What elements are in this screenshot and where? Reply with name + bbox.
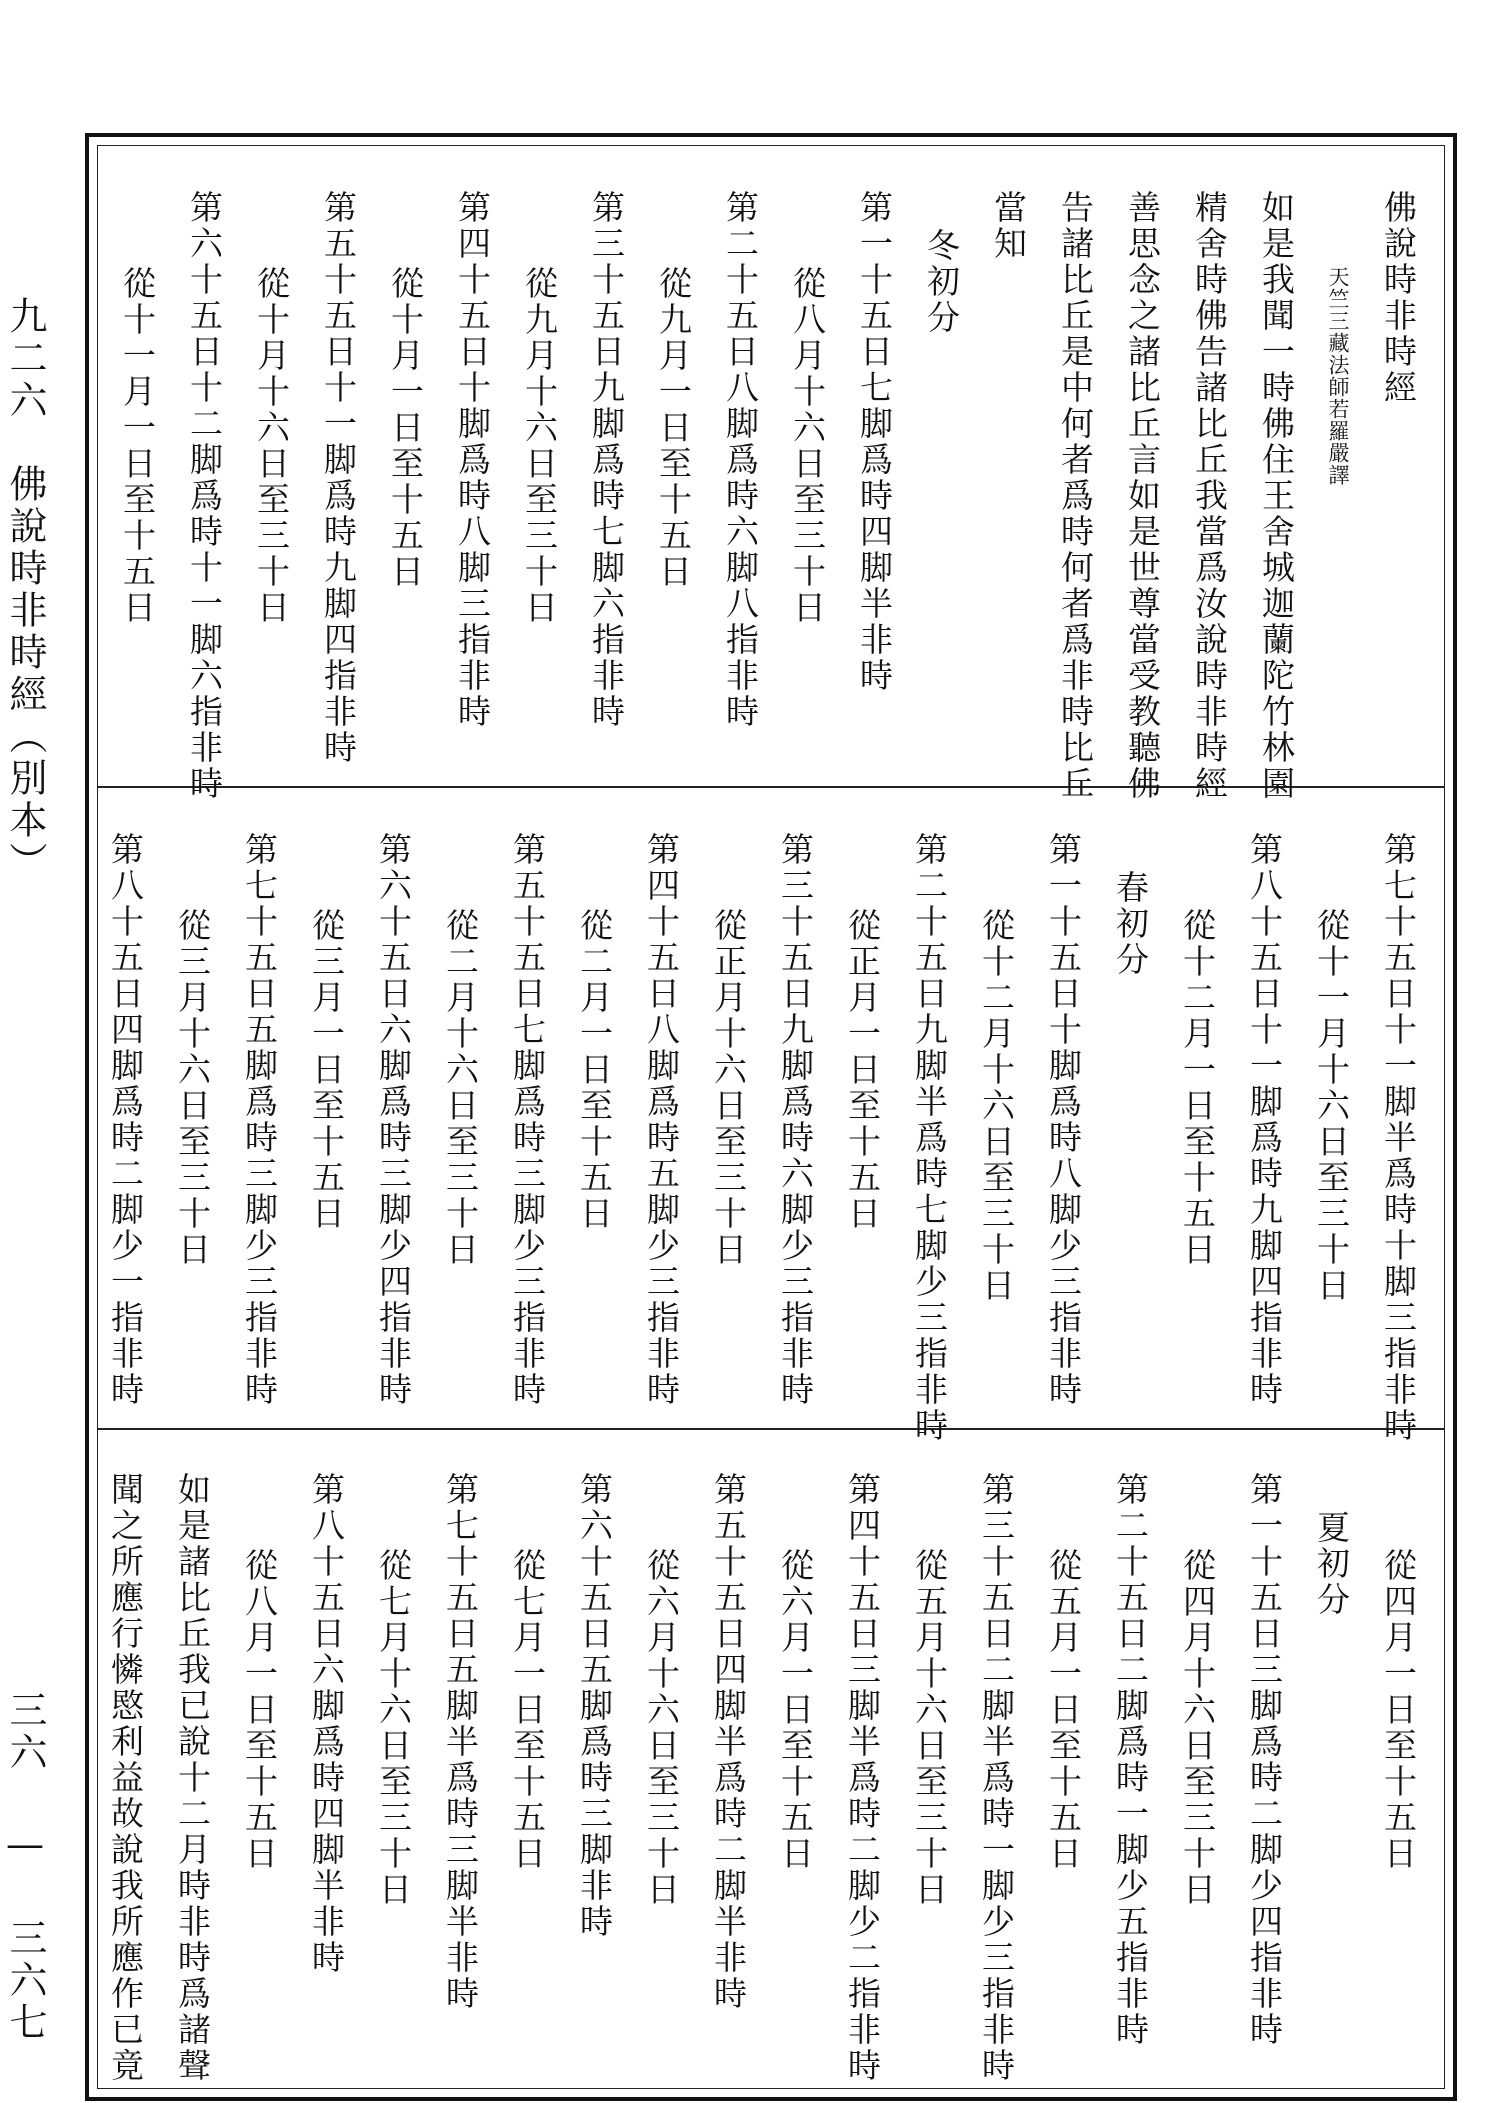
- period-rule: 第一十五日三脚爲時二脚少四指非時: [1245, 1472, 1284, 2048]
- period-rule: 第五十五日七脚爲時三脚少三指非時: [508, 832, 547, 1408]
- register-divider-2: [98, 1428, 1444, 1430]
- period-dates: 從三月一日至十五日: [307, 908, 346, 1232]
- period-dates: 從六月十六日至三十日: [642, 1548, 681, 1908]
- period-rule: 第四十五日三脚半爲時二脚少二指非時: [843, 1472, 882, 2084]
- register-3: [106, 1436, 1432, 2084]
- period-dates: 從正月一日至十五日: [843, 908, 882, 1232]
- translator-line: 天竺三藏法師若羅嚴譯: [1326, 266, 1350, 486]
- period-dates: 從十月十六日至三十日: [252, 266, 291, 626]
- period-rule: 第五十五日四脚半爲時二脚半非時: [709, 1472, 748, 2012]
- period-dates: 從十一月十六日至三十日: [1312, 908, 1351, 1304]
- period-dates: 從七月十六日至三十日: [374, 1548, 413, 1908]
- period-dates: 從十一月一日至十五日: [118, 266, 157, 626]
- period-rule: 第四十五日八脚爲時五脚少三指非時: [642, 832, 681, 1408]
- period-dates: 從九月一日至十五日: [654, 266, 693, 590]
- register-2: [106, 796, 1432, 1444]
- sutra-title: 佛說時非時經: [1379, 190, 1418, 406]
- period-rule: 第六十五日六脚爲時三脚少四指非時: [374, 832, 413, 1408]
- period-rule: 第二十五日八脚爲時六脚八指非時: [721, 190, 760, 730]
- period-rule: 第七十五日五脚半爲時三脚半非時: [441, 1472, 480, 2012]
- period-dates: 從七月一日至十五日: [508, 1548, 547, 1872]
- period-rule: 第六十五日十二脚爲時十一脚六指非時: [185, 190, 224, 802]
- period-rule: 第三十五日九脚爲時七脚六指非時: [587, 190, 626, 730]
- season-heading: 春初分: [1111, 870, 1150, 978]
- period-rule: 第二十五日二脚爲時一脚少五指非時: [1111, 1472, 1150, 2048]
- period-dates: 從十月一日至十五日: [386, 266, 425, 590]
- text-frame: [85, 133, 1457, 2101]
- text-frame-inner: [97, 145, 1445, 2089]
- period-rule: 第七十五日五脚爲時三脚少三指非時: [240, 832, 279, 1408]
- period-dates: 從三月十六日至三十日: [173, 908, 212, 1268]
- period-rule: 第八十五日四脚爲時二脚少一指非時: [106, 832, 145, 1408]
- text-column: 當知: [989, 190, 1028, 262]
- period-dates: 從十二月十六日至三十日: [977, 908, 1016, 1304]
- register-1: [110, 154, 1432, 802]
- closing-text: 聞之所應行憐愍利益故說我所應作已竟: [106, 1472, 145, 2084]
- period-rule: 第五十五日十一脚爲時九脚四指非時: [319, 190, 358, 766]
- period-rule: 第八十五日六脚爲時四脚半非時: [307, 1472, 346, 1976]
- season-heading: 冬初分: [922, 228, 961, 336]
- closing-text: 如是諸比丘我已說十二月時非時爲諸聲: [173, 1472, 212, 2084]
- period-rule: 第一十五日十脚爲時八脚少三指非時: [1044, 832, 1083, 1408]
- text-column: 如是我聞一時佛住王舍城迦蘭陀竹林園: [1257, 190, 1296, 802]
- period-rule: 第八十五日十一脚爲時九脚四指非時: [1245, 832, 1284, 1408]
- period-rule: 第三十五日九脚爲時六脚少三指非時: [776, 832, 815, 1408]
- period-dates: 從五月一日至十五日: [1044, 1548, 1083, 1872]
- period-rule: 第二十五日九脚半爲時七脚少三指非時: [910, 832, 949, 1444]
- period-dates: 從八月一日至十五日: [240, 1548, 279, 1872]
- period-rule: 第一十五日七脚爲時四脚半非時: [855, 190, 894, 694]
- period-dates: 從四月一日至十五日: [1379, 1548, 1418, 1872]
- period-rule: 第四十五日十脚爲時八脚三指非時: [453, 190, 492, 730]
- period-dates: 從四月十六日至三十日: [1178, 1548, 1217, 1908]
- period-dates: 從六月一日至十五日: [776, 1548, 815, 1872]
- period-dates: 從九月十六日至三十日: [520, 266, 559, 626]
- text-column: 告諸比丘是中何者爲時何者爲非時比丘: [1056, 190, 1095, 802]
- register-divider-1: [98, 786, 1444, 788]
- period-dates: 從二月十六日至三十日: [441, 908, 480, 1268]
- period-dates: 從五月十六日至三十日: [910, 1548, 949, 1908]
- period-rule: 第六十五日五脚爲時三脚非時: [575, 1472, 614, 1940]
- period-dates: 從十二月一日至十五日: [1178, 908, 1217, 1268]
- season-heading: 夏初分: [1312, 1510, 1351, 1618]
- margin-title: 九二六 佛說時非時經（別本）: [3, 296, 47, 884]
- period-rule: 第三十五日二脚半爲時一脚少三指非時: [977, 1472, 1016, 2084]
- period-rule: 第七十五日十一脚半爲時十脚三指非時: [1379, 832, 1418, 1444]
- period-dates: 從二月一日至十五日: [575, 908, 614, 1232]
- text-column: 精舍時佛告諸比丘我當爲汝說時非時經: [1190, 190, 1229, 802]
- text-column: 善思念之諸比丘言如是世尊當受教聽佛: [1123, 190, 1162, 802]
- period-dates: 從正月十六日至三十日: [709, 908, 748, 1268]
- page-number: 三六 — 三六七: [3, 1690, 47, 2044]
- period-dates: 從八月十六日至三十日: [788, 266, 827, 626]
